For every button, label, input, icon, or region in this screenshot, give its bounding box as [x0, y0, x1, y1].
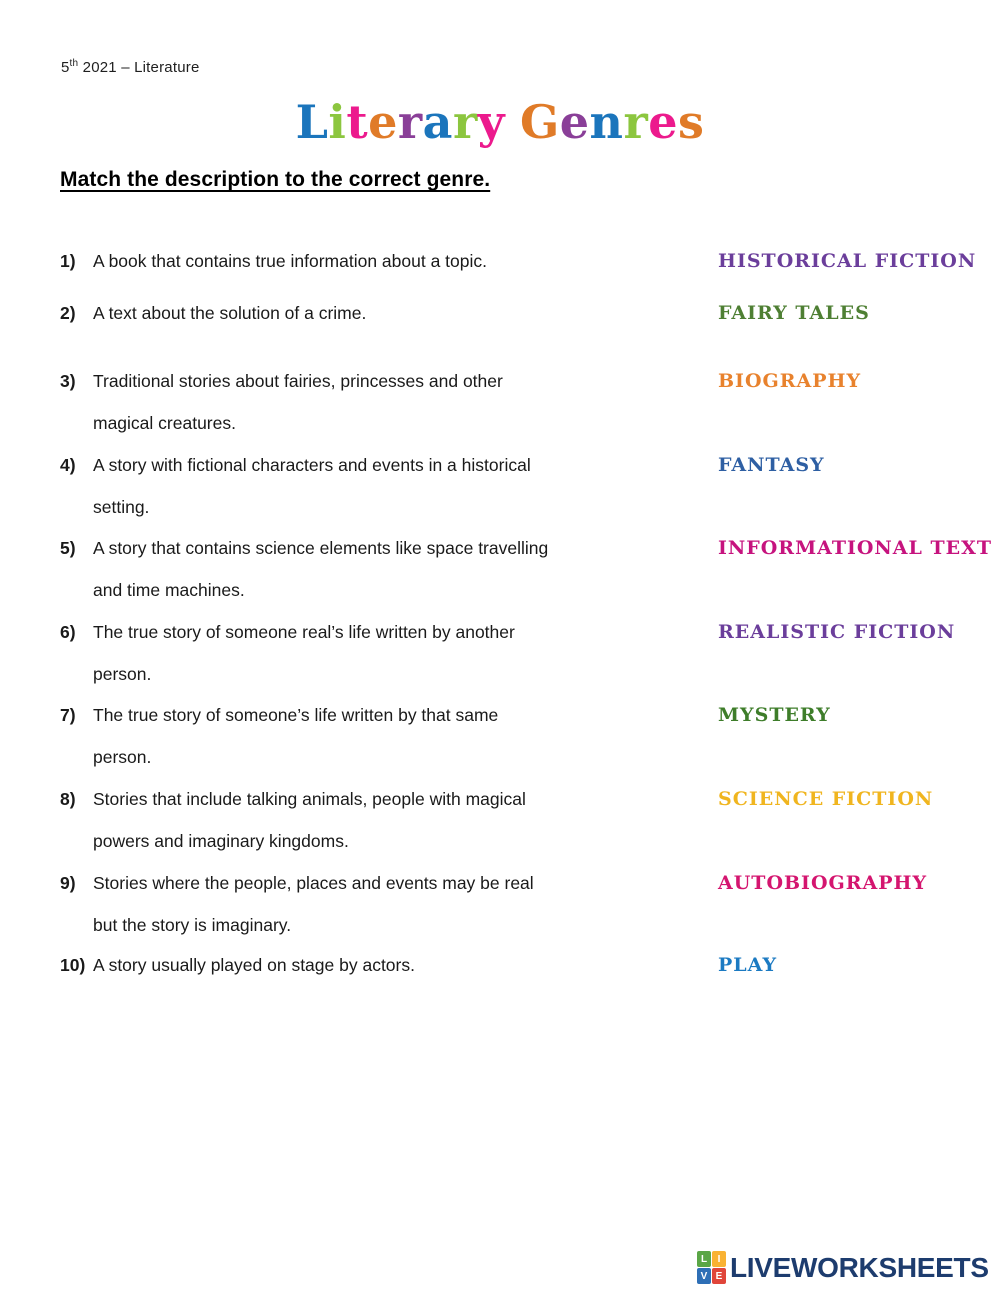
- match-item-2[interactable]: [60, 292, 710, 334]
- item-description-line: The true story of someone’s life written by that same: [93, 705, 499, 725]
- item-description-line: A story with fictional characters and events in a historical: [93, 455, 531, 475]
- doc-header-ordinal: th: [69, 58, 79, 69]
- title-letter: G: [519, 95, 560, 149]
- match-item-9[interactable]: [60, 862, 710, 946]
- item-description-line: person.: [93, 747, 152, 767]
- title-letter: e: [648, 95, 679, 149]
- doc-header-grade: 5: [61, 59, 70, 76]
- title-letter: i: [328, 95, 347, 149]
- match-item-8[interactable]: [60, 778, 710, 862]
- liveworksheets-logo-text: LIVEWORKSHEETS: [730, 1251, 989, 1283]
- item-description-line: A story usually played on stage by actors.: [93, 955, 415, 975]
- logo-square-e: E: [712, 1268, 726, 1284]
- item-description-line: The true story of someone real’s life written by another: [93, 622, 515, 642]
- liveworksheets-logo-icon: [697, 1251, 726, 1284]
- logo-square-i: I: [712, 1251, 726, 1267]
- genre-label-fairy-tales[interactable]: FAIRY TALES: [718, 302, 870, 324]
- title-letter: n: [589, 95, 624, 149]
- match-item-10[interactable]: [60, 944, 710, 986]
- item-description-line: Stories where the people, places and events may be real: [93, 873, 534, 893]
- genre-label-realistic-fiction[interactable]: REALISTIC FICTION: [718, 621, 956, 643]
- title-letter: r: [452, 95, 478, 149]
- item-number: 2): [60, 303, 76, 323]
- item-description-line: A story that contains science elements like space travelling: [93, 538, 549, 558]
- item-number: 6): [60, 622, 76, 642]
- title-letter: e: [559, 95, 590, 149]
- match-item-1[interactable]: [60, 240, 710, 282]
- item-number: 3): [60, 371, 76, 391]
- item-description-line: Stories that include talking animals, people with magical: [93, 789, 526, 809]
- match-item-4[interactable]: [60, 444, 710, 528]
- genre-label-play[interactable]: PLAY: [718, 954, 778, 976]
- match-item-5[interactable]: [60, 527, 710, 611]
- item-description-line: person.: [93, 664, 152, 684]
- title-letter: t: [346, 95, 369, 149]
- title-letter: e: [368, 95, 398, 149]
- title-letter: r: [623, 95, 649, 149]
- item-description-line: A text about the solution of a crime.: [93, 303, 367, 323]
- item-description-line: Traditional stories about fairies, princesses and other: [93, 371, 503, 391]
- title-letter: L: [295, 95, 329, 149]
- title-letter: a: [422, 95, 453, 149]
- logo-square-v: V: [697, 1268, 711, 1284]
- genre-label-historical-fiction[interactable]: HISTORICAL FICTION: [718, 250, 977, 272]
- item-description-line: A book that contains true information about a topic.: [93, 251, 487, 271]
- title-letter: r: [397, 95, 423, 149]
- liveworksheets-logo[interactable]: [697, 1251, 989, 1284]
- genre-label-biography[interactable]: BIOGRAPHY: [718, 370, 862, 392]
- logo-square-l: L: [697, 1251, 711, 1267]
- genre-label-informational-text[interactable]: INFORMATIONAL TEXT: [718, 537, 992, 559]
- title-letter: s: [678, 95, 705, 149]
- genre-label-autobiography[interactable]: AUTOBIOGRAPHY: [718, 872, 928, 894]
- item-number: 10): [60, 955, 86, 975]
- title-letter: y: [477, 95, 505, 149]
- item-description-line: and time machines.: [93, 580, 245, 600]
- match-item-3[interactable]: [60, 360, 710, 444]
- match-item-7[interactable]: [60, 694, 710, 778]
- item-description-line: but the story is imaginary.: [93, 915, 292, 935]
- doc-header-rest: 2021 – Literature: [78, 59, 200, 76]
- genre-label-fantasy[interactable]: FANTASY: [718, 454, 825, 476]
- item-number: 8): [60, 789, 76, 809]
- genre-label-science-fiction[interactable]: SCIENCE FICTION: [718, 788, 934, 810]
- item-number: 7): [60, 705, 76, 725]
- item-number: 5): [60, 538, 76, 558]
- match-item-6[interactable]: [60, 611, 710, 695]
- item-number: 1): [60, 251, 76, 271]
- instruction-text: Match the description to the correct genre.: [60, 168, 491, 191]
- item-number: 9): [60, 873, 76, 893]
- genre-label-mystery[interactable]: MYSTERY: [718, 704, 831, 726]
- item-description-line: magical creatures.: [93, 413, 236, 433]
- item-number: 4): [60, 455, 76, 475]
- item-description-line: setting.: [93, 497, 150, 517]
- item-description-line: powers and imaginary kingdoms.: [93, 831, 349, 851]
